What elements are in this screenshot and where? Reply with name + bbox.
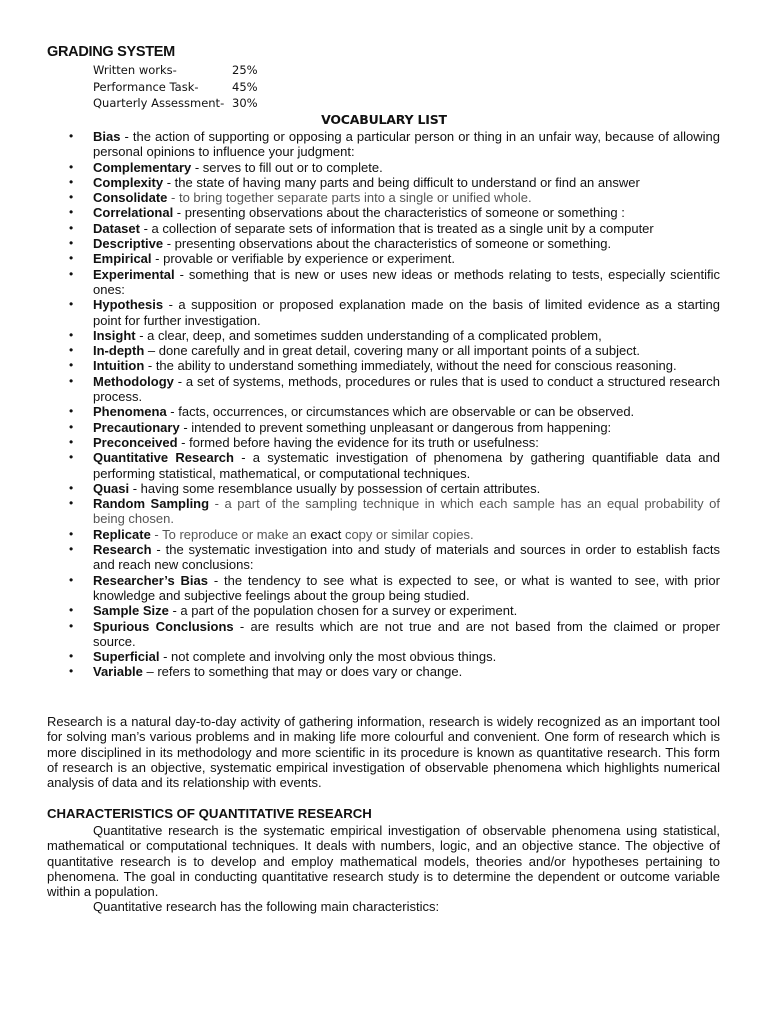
- vocab-definition: - something that is new or uses new ideas or methods relating to tests, especially scientific ones:: [93, 266, 720, 297]
- vocab-definition: - a part of the sampling technique in which each sample has an equal probability of being chosen.: [93, 496, 720, 527]
- vocab-item: [93, 450, 720, 481]
- vocab-term: Replicate: [93, 526, 151, 542]
- vocab-definition: - the state of having many parts and being difficult to understand or find an answer: [163, 174, 640, 190]
- grading-row-name: Performance Task-: [93, 79, 199, 94]
- vocab-item: [93, 297, 720, 328]
- vocab-term: Dataset: [93, 220, 140, 236]
- vocab-term: Hypothesis: [93, 297, 164, 313]
- vocab-term: Methodology: [93, 373, 174, 389]
- vocab-term: Researcher’s Bias: [93, 572, 208, 588]
- vocab-term: Bias: [93, 129, 121, 144]
- vocab-definition: - provable or verifiable by experience or experiment.: [151, 251, 456, 267]
- vocab-item: [93, 573, 720, 604]
- vocab-item: [93, 358, 720, 373]
- grading-row: [93, 79, 258, 96]
- vocab-item: [93, 542, 720, 573]
- grading-row-name: Quarterly Assessment-: [93, 96, 225, 111]
- vocab-item: [93, 205, 720, 220]
- vocab-definition: - the action of supporting or opposing a particular person or thing in an unfair way, because of allowing personal opinions to influence your judgment:: [93, 129, 720, 160]
- vocab-term: Sample Size: [93, 603, 169, 619]
- characteristics-heading: CHARACTERISTICS OF QUANTITATIVE RESEARCH: [47, 806, 372, 821]
- vocab-term: Complexity: [93, 174, 164, 190]
- vocab-item: [93, 129, 720, 160]
- vocab-item: [93, 251, 720, 266]
- vocab-definition: – done carefully and in great detail, covering many or all important points of a subject.: [144, 343, 640, 359]
- vocab-definition: - a systematic investigation of phenomena by gathering quantifiable data and performing statistical, mathematical, or computational techniques.: [93, 450, 720, 481]
- vocab-item: [93, 527, 720, 542]
- vocab-item: [93, 649, 720, 664]
- vocab-term: Correlational: [93, 205, 174, 221]
- vocab-item: [93, 221, 720, 236]
- intro-paragraph: Research is a natural day-to-day activity of gathering information, research is widely recognized as an important tool for solving man’s various problems and in making life more colourful and convenient. One form of research which is more disciplined in its methodology and more scientific in its procedure is known as quantitative research. This form of research is an objective, systematic empirical investigation of observable phenomena which highlights numerical analysis of data and its relationship with events.: [47, 714, 720, 791]
- vocab-item: [93, 619, 720, 650]
- vocab-definition: - facts, occurrences, or circumstances which are observable or can be observed.: [166, 404, 635, 420]
- vocab-definition: - having some resemblance usually by possession of certain attributes.: [129, 480, 541, 496]
- vocab-item: [93, 190, 720, 205]
- vocab-term: In-depth: [93, 343, 145, 359]
- vocab-definition: - to bring together separate parts into a single or unified whole.: [167, 190, 532, 206]
- vocab-item: [93, 175, 720, 190]
- vocab-term: Superficial: [93, 649, 160, 665]
- vocab-term: Intuition: [93, 358, 145, 374]
- vocab-definition-part: exact: [310, 526, 342, 542]
- vocab-term: Phenomena: [93, 404, 167, 420]
- vocab-definition: - a set of systems, methods, procedures or rules that is used to conduct a structured research process.: [93, 373, 720, 405]
- vocab-item: [93, 267, 720, 298]
- vocabulary-list: [93, 129, 720, 680]
- vocab-definition: - formed before having the evidence for its truth or usefulness:: [177, 434, 539, 450]
- vocab-term: Precautionary: [93, 419, 180, 435]
- grading-row: [93, 95, 258, 112]
- vocab-term: Quasi: [93, 480, 130, 496]
- grading-table: [93, 62, 258, 112]
- grading-row-value: 45%: [232, 79, 258, 94]
- grading-row: [93, 62, 258, 79]
- vocab-item: [93, 664, 720, 679]
- vocab-definition: - presenting observations about the characteristics of someone or something :: [173, 205, 625, 221]
- vocab-definition: - are results which are not true and are not based from the claimed or proper source.: [93, 618, 720, 649]
- characteristics-lead-in: Quantitative research has the following main characteristics:: [93, 899, 440, 914]
- vocab-term: Research: [93, 542, 152, 558]
- vocab-term: Descriptive: [93, 236, 164, 252]
- vocab-definition-part: - To reproduce or make an: [150, 526, 311, 542]
- vocab-term: Preconceived: [93, 434, 178, 450]
- vocab-term: Quantitative Research: [93, 450, 234, 466]
- vocab-definition: - a collection of separate sets of information that is treated as a single unit by a computer: [139, 220, 654, 236]
- vocab-item: [93, 603, 720, 618]
- vocab-item: [93, 496, 720, 527]
- vocab-item: [93, 420, 720, 435]
- grading-row-value: 25%: [232, 63, 258, 77]
- vocab-definition: - presenting observations about the characteristics of someone or something.: [163, 236, 612, 252]
- grading-row-name: Written works-: [93, 63, 177, 77]
- vocab-definition: - the tendency to see what is expected to see, or what is wanted to see, with prior knowledge and subjective feelings about the group being studied.: [93, 572, 720, 603]
- vocab-definition: - a supposition or proposed explanation made on the basis of limited evidence as a starting point for further investigation.: [93, 297, 720, 328]
- vocab-definition: - intended to prevent something unpleasant or dangerous from happening:: [179, 419, 612, 435]
- vocab-item: [93, 481, 720, 496]
- vocab-definition: – refers to something that may or does vary or change.: [142, 664, 463, 680]
- vocab-term: Complementary: [93, 159, 192, 175]
- vocab-term: Spurious Conclusions: [93, 618, 234, 634]
- vocab-item: [93, 435, 720, 450]
- vocab-term: Empirical: [93, 251, 152, 267]
- vocab-term: Random Sampling: [93, 496, 210, 512]
- vocab-term: Experimental: [93, 266, 175, 282]
- vocab-item: [93, 160, 720, 175]
- vocab-definition: - a clear, deep, and sometimes sudden understanding of a complicated problem,: [135, 327, 602, 343]
- grading-row-value: 30%: [232, 96, 258, 111]
- vocab-term: Consolidate: [93, 190, 168, 206]
- vocab-item: [93, 404, 720, 419]
- vocab-definition: - the systematic investigation into and study of materials and sources in order to establish facts and reach new conclusions:: [93, 542, 720, 573]
- vocab-definition: - the ability to understand something immediately, without the need for conscious reasoning.: [144, 358, 677, 374]
- vocab-term: Variable: [93, 664, 143, 680]
- vocab-term: Insight: [93, 327, 136, 343]
- vocab-item: [93, 236, 720, 251]
- characteristics-paragraph: Quantitative research is the systematic empirical investigation of observable phenomena using statistical, mathematical or computational techniques. It deals with numbers, logic, and an objective stance. The objective of quantitative research is to develop and employ mathematical models, theories and/or hypotheses pertaining to phenomena. The goal in conducting quantitative research study is to determine the dependent or outcome variable within a population.: [47, 823, 720, 900]
- vocab-item: [93, 328, 720, 343]
- vocab-item: [93, 374, 720, 405]
- vocab-definition: - serves to fill out or to complete.: [191, 159, 383, 175]
- grading-system-title: GRADING SYSTEM: [47, 44, 175, 60]
- vocabulary-list-title: VOCABULARY LIST: [321, 112, 447, 127]
- vocab-definition: - not complete and involving only the most obvious things.: [159, 649, 497, 665]
- vocab-definition: - a part of the population chosen for a survey or experiment.: [168, 603, 518, 619]
- vocab-definition-part: copy or similar copies.: [341, 526, 474, 542]
- vocab-item: [93, 343, 720, 358]
